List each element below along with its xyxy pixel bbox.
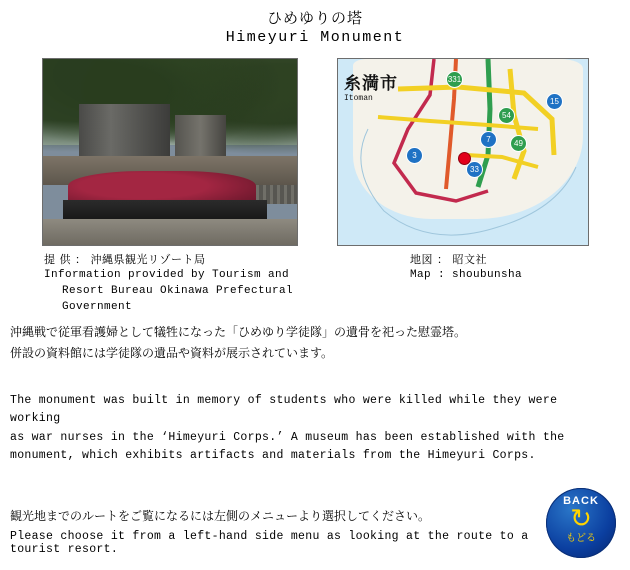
photo-credit-jp: 提 供 ： 沖縄県観光リゾート局	[44, 253, 206, 266]
description-en-line2: as war nurses in the ‘Himeyuri Corps.’ A museum has been established with the	[10, 430, 565, 444]
description-jp-line2: 併設の資料館には学徒隊の遺品や資料が展示されています。	[10, 346, 334, 360]
back-button-label-top: BACK	[563, 495, 599, 507]
route-marker-54: 54	[498, 107, 515, 124]
page-title	[0, 0, 630, 49]
page-title-japanese: ひめゆりの塔	[266, 9, 363, 27]
map-credit	[410, 252, 610, 284]
photo-credit-en-line2: Resort Bureau Okinawa Prefectural Government	[62, 284, 294, 313]
description-english	[10, 392, 610, 466]
back-button[interactable]	[546, 488, 616, 558]
route-marker-49: 49	[510, 135, 527, 152]
photo-credit-en-line1: Information provided by Tourism and	[44, 268, 290, 281]
route-marker-15: 15	[546, 93, 563, 110]
description-en-line3: monument, which exhibits artifacts and materials from the Himeyuri Corps.	[10, 449, 536, 463]
instruction-japanese: 観光地までのルートをご覧になるには左側のメニューより選択してください。	[10, 509, 431, 523]
photo-credit	[44, 252, 344, 316]
back-button-label-bottom: もどる	[566, 533, 596, 544]
route-marker-3: 3	[406, 147, 423, 164]
route-marker-7: 7	[480, 131, 497, 148]
map-credit-en: Map : shoubunsha	[410, 268, 523, 281]
description-en-line1: The monument was built in memory of students who were killed while they were working	[10, 394, 558, 426]
instruction-english: Please choose it from a left-hand side menu as looking at the route to a tourist resort.	[10, 530, 529, 556]
description-jp-line1: 沖縄戦で従軍看護婦として犠牲になった「ひめゆり学徒隊」の遺骨を祀った慰霊塔。	[10, 325, 467, 339]
map-credit-jp: 地図 ： 昭文社	[410, 253, 487, 266]
photo-ground	[43, 219, 297, 245]
images-row	[0, 58, 630, 248]
page-title-english: Himeyuri Monument	[225, 29, 405, 47]
route-marker-331: 331	[446, 71, 463, 88]
map-location-marker	[458, 152, 471, 165]
route-marker-33: 33	[466, 161, 483, 178]
map-city-name-romaji: Itoman	[344, 94, 373, 103]
monument-photo	[42, 58, 298, 246]
back-arrow-icon: ↻	[570, 504, 592, 534]
area-map	[337, 58, 589, 246]
description-japanese	[10, 322, 620, 364]
map-city-name-jp: 糸満市	[344, 74, 398, 94]
